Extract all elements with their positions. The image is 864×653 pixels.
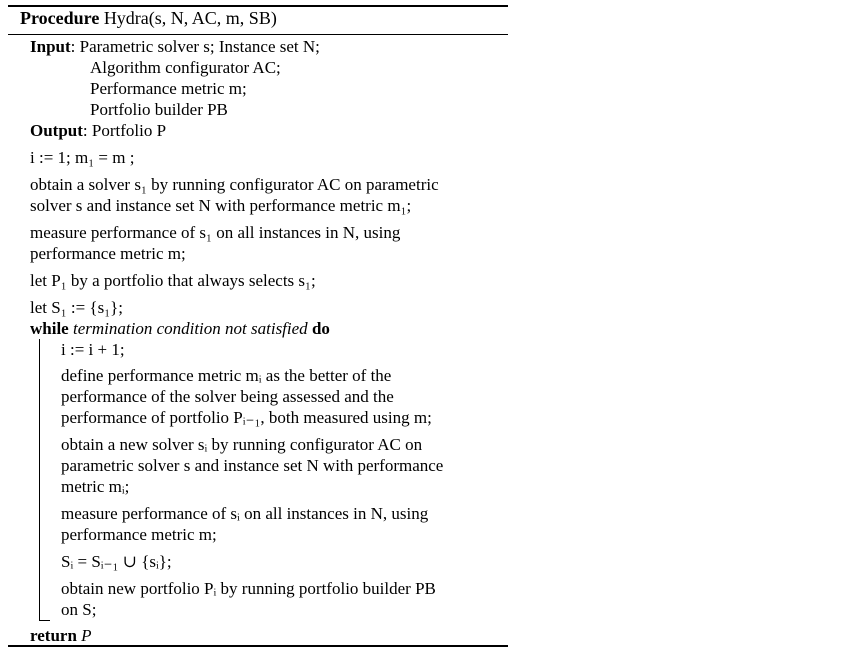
input-line xyxy=(30,36,320,57)
return-value: P xyxy=(81,626,92,645)
obtain-solver-line-1: obtain a solver s₁ by running configurator AC on parametric xyxy=(30,175,439,194)
algorithm-box xyxy=(8,5,508,647)
define-metric-line-3: performance of portfolio Pᵢ₋₁, both measured using m; xyxy=(61,408,432,427)
while-line xyxy=(30,318,330,339)
init-step: i := 1; m₁ = m ; xyxy=(30,148,135,167)
obtain-solver-line-2: solver s and instance set N with performance metric m₁; xyxy=(30,196,412,215)
procedure-signature: Hydra(s, N, AC, m, SB) xyxy=(103,8,277,28)
input-label: Input xyxy=(30,37,71,56)
input-line-4: Portfolio builder PB xyxy=(90,100,228,119)
return-line xyxy=(30,625,92,646)
return-keyword: return xyxy=(30,626,77,645)
increment-step: i := i + 1; xyxy=(61,340,125,359)
let-s1-step: let S₁ := {s₁}; xyxy=(30,298,124,317)
let-p1-step: let P₁ by a portfolio that always selects s₁; xyxy=(30,271,316,290)
loop-measure-line-1: measure performance of sᵢ on all instances in N, using xyxy=(61,504,429,523)
loop-measure-line-2: performance metric m; xyxy=(61,525,217,544)
input-line-2: Algorithm configurator AC; xyxy=(90,58,281,77)
new-portfolio-line-1: obtain new portfolio Pᵢ by running portfolio builder PB xyxy=(61,579,436,598)
loop-condition: termination condition not satisfied xyxy=(72,319,308,338)
input-line-3: Performance metric m; xyxy=(90,79,247,98)
top-rule xyxy=(8,5,508,7)
procedure-header xyxy=(20,8,277,29)
output-label: Output xyxy=(30,121,83,140)
union-step: Sᵢ = Sᵢ₋₁ ∪ {sᵢ}; xyxy=(61,552,172,571)
obtain-new-solver-line-1: obtain a new solver sᵢ by running configurator AC on xyxy=(61,435,423,454)
measure-line-1: measure performance of s₁ on all instances in N, using xyxy=(30,223,401,242)
measure-line-2: performance metric m; xyxy=(30,244,186,263)
while-keyword: while xyxy=(30,319,69,338)
loop-body-bar xyxy=(39,339,40,621)
output-text: : Portfolio P xyxy=(82,121,167,140)
define-metric-line-1: define performance metric mᵢ as the better of the xyxy=(61,366,392,385)
obtain-new-solver-line-3: metric mᵢ; xyxy=(61,477,130,496)
obtain-new-solver-line-2: parametric solver s and instance set N with performance xyxy=(61,456,444,475)
input-line-1: : Parametric solver s; Instance set N; xyxy=(70,37,320,56)
define-metric-line-2: performance of the solver being assessed and the xyxy=(61,387,394,406)
do-keyword: do xyxy=(311,319,330,338)
procedure-keyword: Procedure xyxy=(20,8,100,28)
new-portfolio-line-2: on S; xyxy=(61,600,97,619)
loop-body-foot xyxy=(39,620,50,621)
header-rule xyxy=(8,34,508,35)
output-line xyxy=(30,120,166,141)
